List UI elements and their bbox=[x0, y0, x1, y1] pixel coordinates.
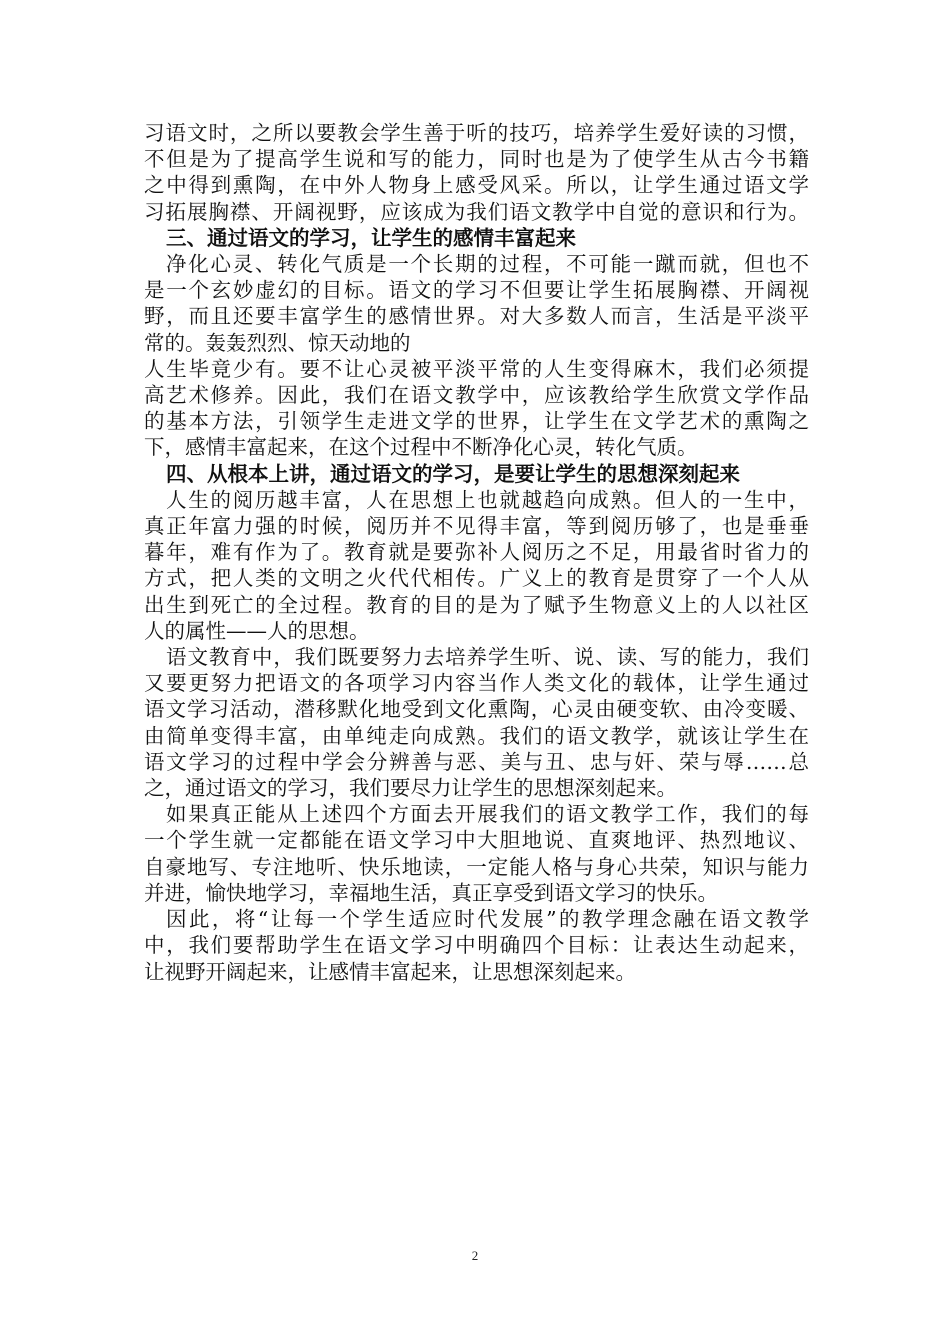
text-line: 一个学生就一定都能在语文学习中大胆地说、直爽地评、热烈地议、 bbox=[144, 828, 809, 853]
text-line: 暮年，难有作为了。教育就是要弥补人阅历之不足，用最省时省力的 bbox=[144, 540, 809, 565]
text-line: 语文学习的过程中学会分辨善与恶、美与丑、忠与奸、荣与辱……总 bbox=[144, 749, 809, 774]
text-line: 出生到死亡的全过程。教育的目的是为了赋予生物意义上的人以社区 bbox=[144, 592, 809, 617]
text-line: 方式，把人类的文明之火代代相传。广义上的教育是贯穿了一个人从 bbox=[144, 566, 809, 591]
text-line: 又要更努力把语文的各项学习内容当作人类文化的载体，让学生通过 bbox=[144, 671, 809, 696]
text-line: 由简单变得丰富，由单纯走向成熟。我们的语文教学，就该让学生在 bbox=[144, 723, 809, 748]
text-line: 的基本方法，引领学生走进文学的世界，让学生在文学艺术的熏陶之 bbox=[144, 409, 809, 434]
text-line: 并进，愉快地学习，幸福地生活，真正享受到语文学习的快乐。 bbox=[144, 880, 718, 905]
text-line: 习语文时，之所以要教会学生善于听的技巧，培养学生爱好读的习惯， bbox=[144, 121, 809, 145]
text-line: 野，而且还要丰富学生的感情世界。对大多数人而言，生活是平淡平 bbox=[144, 304, 809, 329]
text-line: 之，通过语文的学习，我们要尽力让学生的思想深刻起来。 bbox=[144, 776, 677, 801]
text-line: 常的。轰轰烈烈、惊天动地的 bbox=[144, 330, 411, 355]
section-heading: 四、从根本上讲，通过语文的学习，是要让学生的思想深刻起来 bbox=[166, 461, 740, 486]
text-line: 净化心灵、转化气质是一个长期的过程，不可能一蹴而就，但也不 bbox=[166, 252, 809, 277]
text-line: 习拓展胸襟、开阔视野，应该成为我们语文教学中自觉的意识和行为。 bbox=[144, 199, 809, 224]
page-number: 2 bbox=[471, 1248, 479, 1263]
text-line: 高艺术修养。因此，我们在语文教学中，应该教给学生欣赏文学作品 bbox=[144, 383, 809, 408]
text-line: 如果真正能从上述四个方面去开展我们的语文教学工作，我们的每 bbox=[166, 802, 809, 827]
text-line: 不但是为了提高学生说和写的能力，同时也是为了使学生从古今书籍 bbox=[144, 147, 809, 172]
text-line: 中，我们要帮助学生在语文学习中明确四个目标：让表达生动起来， bbox=[144, 933, 809, 958]
text-line: 真正年富力强的时候，阅历并不见得丰富，等到阅历够了，也是垂垂 bbox=[144, 514, 809, 539]
section-heading: 三、通过语文的学习，让学生的感情丰富起来 bbox=[166, 225, 576, 250]
text-line: 让视野开阔起来，让感情丰富起来，让思想深刻起来。 bbox=[144, 959, 636, 984]
text-line: 因此，将“让每一个学生适应时代发展”的教学理念融在语文教学 bbox=[166, 907, 809, 932]
text-line: 人的属性——人的思想。 bbox=[144, 618, 370, 643]
text-line: 人生的阅历越丰富，人在思想上也就越趋向成熟。但人的一生中， bbox=[166, 487, 809, 512]
text-line: 语文学习活动，潜移默化地受到文化熏陶，心灵由硬变软、由冷变暖、 bbox=[144, 697, 809, 722]
text-line: 语文教育中，我们既要努力去培养学生听、说、读、写的能力，我们 bbox=[166, 645, 809, 670]
document-body bbox=[144, 120, 809, 985]
text-line: 下，感情丰富起来，在这个过程中不断净化心灵，转化气质。 bbox=[144, 435, 698, 460]
text-line: 自豪地写、专注地听、快乐地读，一定能人格与身心共荣，知识与能力 bbox=[144, 854, 809, 879]
text-line: 是一个玄妙虚幻的目标。语文的学习不但要让学生拓展胸襟、开阔视 bbox=[144, 278, 809, 303]
text-line: 人生毕竟少有。要不让心灵被平淡平常的人生变得麻木，我们必须提 bbox=[144, 356, 809, 381]
text-line: 之中得到熏陶，在中外人物身上感受风采。所以，让学生通过语文学 bbox=[144, 173, 809, 198]
